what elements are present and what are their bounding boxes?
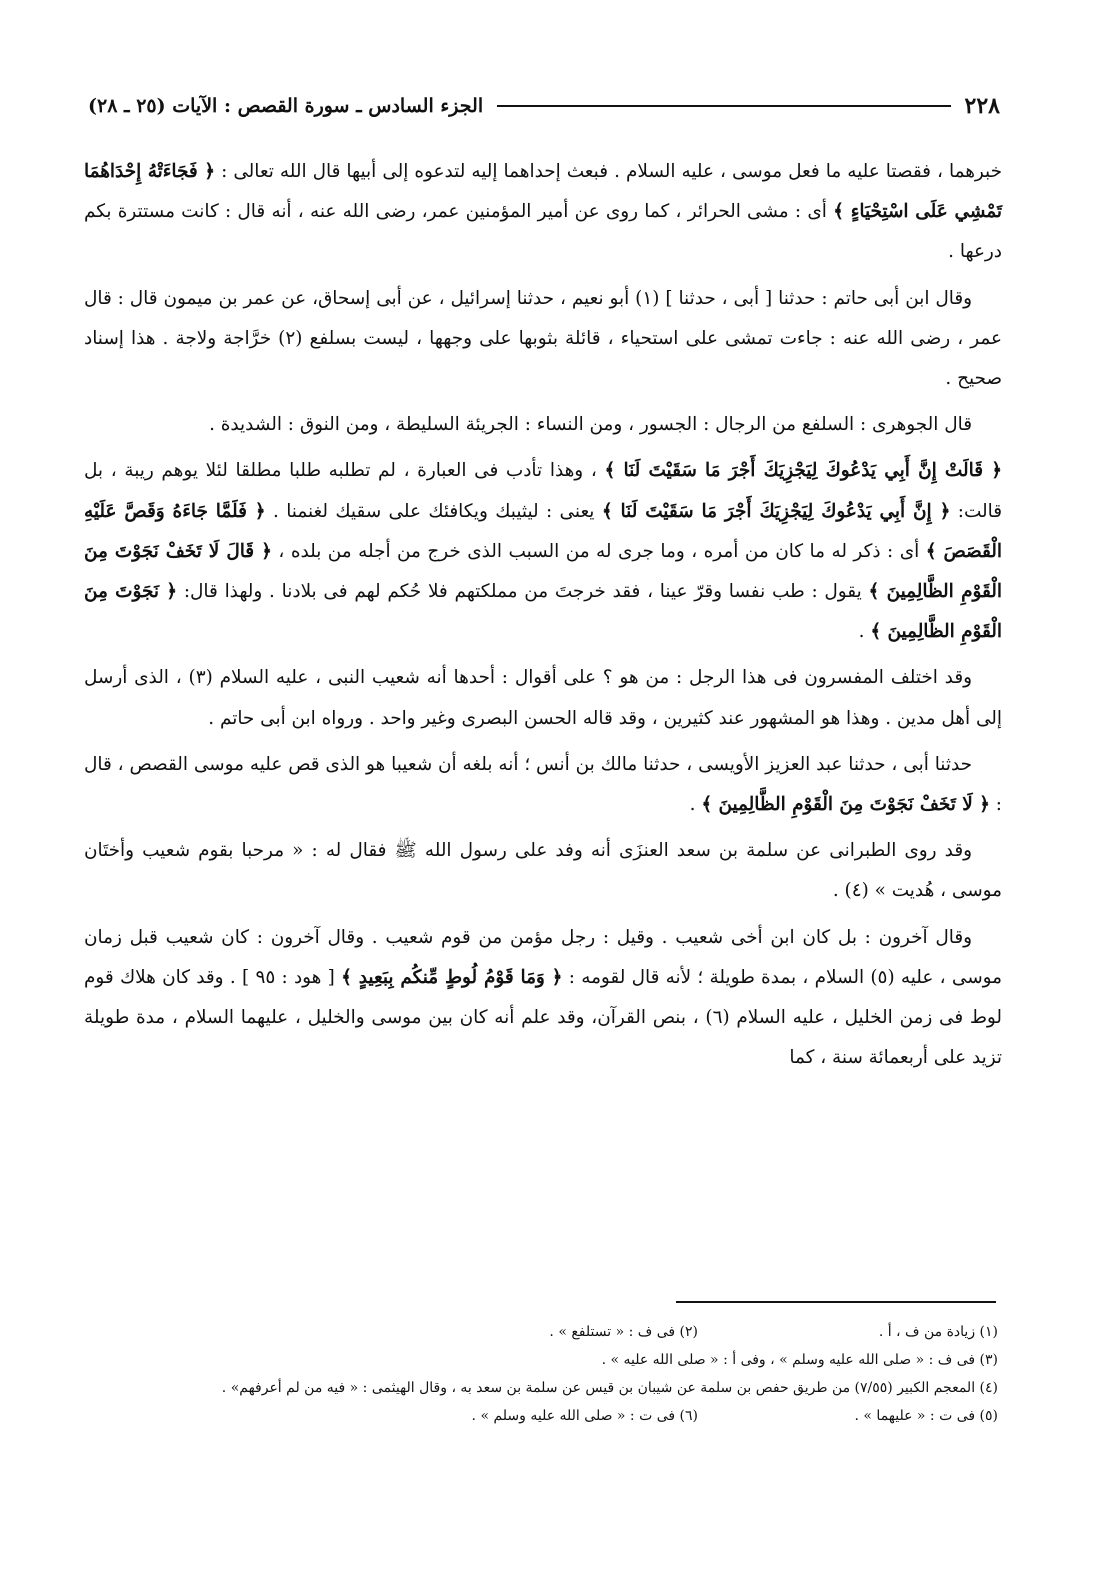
quran-verse: ﴿ إِنَّ أَبِي يَدْعُوكَ لِيَجْزِيَكَ أَجْرَ مَا سَقَيْتَ لَنَا ﴾ (601, 500, 951, 522)
text-run: يعنى : ليثيبك ويكافئك على سقيك لغنمنا . (265, 500, 602, 522)
text-run: . (689, 794, 702, 816)
paragraph-4 (84, 451, 1002, 652)
paragraph-6 (84, 745, 1002, 825)
text-run: وقال آخرون : بل كان ابن أخى شعيب . وقيل : رجل مؤمن من قوم شعيب . وقال آخرون : كان شعيب قبل زمان موسى ، عليه (٥) السلام ، بمدة طويلة ؛ لأنه قال لقومه : (84, 926, 1002, 988)
paragraph-8 (84, 918, 1002, 1079)
footnote-2: (٢) فى ف : « تستلفع » . (549, 1324, 698, 1340)
quran-verse: ﴿ قَالَ لَا تَخَفْ نَجَوْتَ مِنَ الْقَوْمِ الظَّالِمِينَ ﴾ (84, 540, 1002, 603)
footnote-row (90, 1402, 998, 1430)
footnote-3: (٣) فى ف : « صلى الله عليه وسلم » ، وفى أ : « صلى الله عليه » . (601, 1352, 998, 1368)
text-run: أى : مشى الحرائر ، كما روى عن أمير المؤمنين عمر، رضى الله عنه ، أنه قال : كانت مستترة بكم درعها . (84, 201, 1002, 263)
footnote-6: (٦) فى ت : « صلى الله عليه وسلم » . (471, 1408, 698, 1424)
footnote-row (90, 1318, 998, 1346)
quran-verse: ﴿ قَالَتْ إِنَّ أَبِي يَدْعُوكَ لِيَجْزِيَكَ أَجْرَ مَا سَقَيْتَ لَنَا ﴾ (604, 460, 1003, 482)
quran-verse: ﴿ وَمَا قَوْمُ لُوطٍ مِّنكُم بِبَعِيدٍ ﴾ (341, 966, 563, 988)
paragraph-3: قال الجوهرى : السلفع من الرجال : الجسور ، ومن النساء : الجريئة السليطة ، ومن النوق : الشديدة . (209, 414, 972, 436)
text-run: حدثنا أبى ، حدثنا عبد العزيز الأويسى ، حدثنا مالك بن أنس ؛ أنه بلغه أن شعيبا هو الذى قص عليه موسى القصص ، قال : (84, 753, 1002, 816)
running-title: الجزء السادس ـ سورة القصص : الآيات (٢٥ ـ ٢٨) (88, 95, 484, 117)
quran-verse: ﴿ فَجَاءَتْهُ إِحْدَاهُمَا تَمْشِي عَلَى اسْتِحْيَاءٍ ﴾ (84, 161, 1002, 223)
footnote-5: (٥) فى ت : « عليهما » . (854, 1408, 998, 1424)
quran-verse: ﴿ نَجَوْتَ مِنَ الْقَوْمِ الظَّالِمِينَ ﴾ (84, 581, 1002, 643)
footnote-separator (676, 1301, 996, 1303)
text-run: يقول : طب نفسا وقرّ عينا ، فقد خرجتَ من مملكتهم فلا حُكم لهم فى بلادنا . ولهذا قال: (177, 581, 869, 603)
text-run: ، وهذا تأدب فى العبارة ، لم تطلبه طلبا مطلقا لئلا يوهم ريبة ، بل قالت: (84, 460, 1002, 522)
page-number: ٢٢٨ (964, 93, 1000, 119)
text-run: [ هود : ٩٥ ] . وقد كان هلاك قوم لوط فى زمن الخليل ، عليه السلام (٦) ، بنص القرآن، وقد علم أنه كان بين موسى والخليل ، عليهما السلام ، مدة طويلة تزيد على أربعمائة سنة ، كما (84, 966, 1002, 1069)
paragraph-7: وقد روى الطبرانى عن سلمة بن سعد العنزَى أنه وفد على رسول الله ﷺ فقال له : « مرحبا بقوم شعيب وأختَان موسى ، هُديت » (٤) . (84, 840, 1002, 902)
text-run: أى : ذكر له ما كان من أمره ، وما جرى له من السبب الذى خرج من أجله من بلده ، (271, 540, 926, 562)
quran-verse: ﴿ لَا تَخَفْ نَجَوْتَ مِنَ الْقَوْمِ الظَّالِمِينَ ﴾ (701, 794, 990, 816)
footnote-4: (٤) المعجم الكبير (٧/٥٥) من طريق حفص بن سلمة عن شيبان بن قيس عن سلمة بن سعد به ، وقال الهيثمى : « فيه من لم أعرفهم» . (221, 1380, 998, 1396)
main-text (84, 152, 1002, 1084)
footnotes (90, 1318, 998, 1430)
paragraph-5: وقد اختلف المفسرون فى هذا الرجل : من هو ؟ على أقوال : أحدها أنه شعيب النبى ، عليه السلام (٣) ، الذى أرسل إلى أهل مدين . وهذا هو المشهور عند كثيرين ، وقد قاله الحسن البصرى وغير واحد . ورواه ابن أبى حاتم . (84, 667, 1002, 729)
paragraph-1 (84, 152, 1002, 273)
footnote-1: (١) زيادة من ف ، أ . (878, 1324, 998, 1340)
header-rule (497, 105, 950, 107)
running-header (88, 86, 1000, 126)
paragraph-2: وقال ابن أبى حاتم : حدثنا [ أبى ، حدثنا ] (١) أبو نعيم ، حدثنا إسرائيل ، عن أبى إسحاق، عن عمر بن ميمون قال : قال عمر ، رضى الله عنه : جاءت تمشى على استحياء ، قائلة بثوبها على وجهها ، ليست بسلفع (٢) خرَّاجة ولاجة . هذا إسناد صحيح . (84, 287, 1003, 390)
quran-verse: ﴿ فَلَمَّا جَاءَهُ وَقَصَّ عَلَيْهِ الْقَصَصَ ﴾ (84, 500, 1002, 562)
text-run: . (858, 621, 871, 643)
text-run: خبرهما ، فقصتا عليه ما فعل موسى ، عليه السلام . فبعث إحداهما إليه لتدعوه إلى أبيها قال الله تعالى : (215, 161, 1002, 182)
